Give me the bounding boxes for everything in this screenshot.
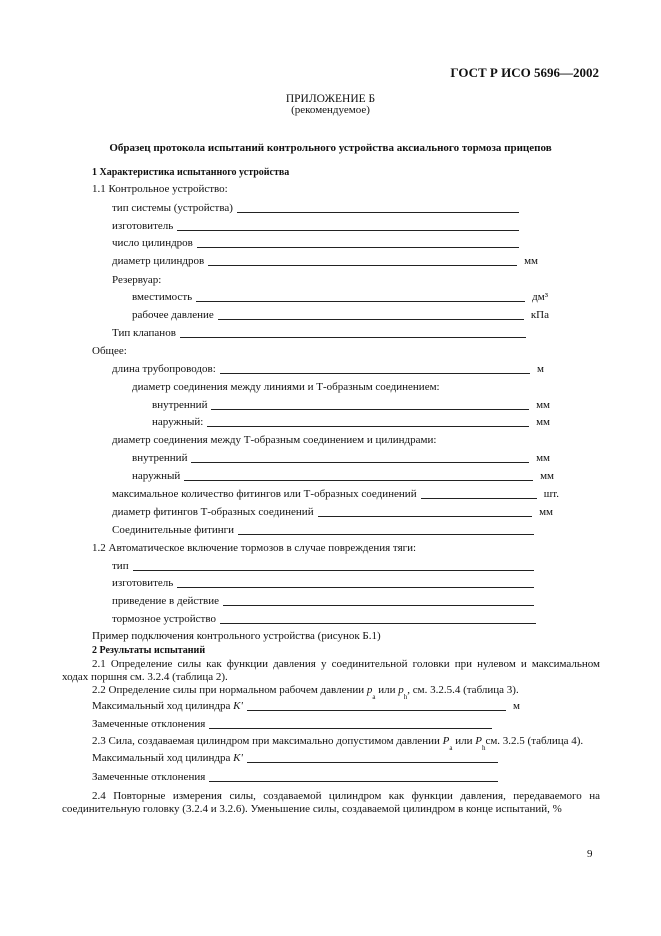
symbol: K' [233,700,243,712]
field-label: рабочее давление [132,309,214,321]
form-field-row[interactable] [112,237,523,250]
symbol: P [475,735,482,747]
form-label-row [92,183,228,196]
deviations-field-1[interactable] [92,718,496,731]
form-field-row[interactable] [112,613,540,626]
field-label: диаметр соединения между линиями и Т-образным соединением: [132,381,440,393]
blank-line[interactable] [177,229,519,231]
document-title: Образец протокола испытаний контрольного устройства аксиального тормоза прицепов [109,142,552,154]
field-label: наружный [132,470,181,482]
blank-line[interactable] [208,264,517,266]
blank-line[interactable] [133,569,534,571]
paragraph-2-3: 2.3 Сила, создаваемая цилиндром при максимально допустимом давлении P a или P h см. 3.2.5 (таблица 4). [92,735,584,752]
label: Замеченные отклонения [92,771,206,783]
field-label: тип системы (устройства) [112,202,233,214]
form-field-row[interactable] [112,202,523,215]
blank-line[interactable] [207,425,529,427]
page-number: 9 [587,848,593,860]
max-stroke-field-2[interactable] [92,752,502,765]
blank-line[interactable] [220,622,536,624]
field-label: Общее: [92,345,127,357]
field-label: вместимость [132,291,193,303]
blank-line[interactable] [191,461,529,463]
field-label: диаметр соединения между Т-образным соединением и цилиндрами: [112,434,437,446]
blank-line[interactable] [247,709,506,711]
form-field-row[interactable] [112,577,538,590]
blank-line[interactable] [209,780,498,782]
field-label: диаметр цилиндров [112,255,205,267]
unit-label: мм [539,506,553,518]
field-label: внутренний [132,452,188,464]
field-label: диаметр фитингов Т-образных соединений [112,506,314,518]
unit-label: шт. [543,488,559,500]
section1-heading: 1 Характеристика испытанного устройства [92,167,290,178]
paragraph-2-1: 2.1 Определение силы как функции давления у соединительной головки при нулевом и максимальном ходах поршня см. 3.2.4 (таблица 2). [62,658,600,683]
field-label: Соединительные фитинги [112,524,235,536]
blank-line[interactable] [184,479,533,481]
blank-line[interactable] [211,408,529,410]
blank-line[interactable] [177,586,534,588]
blank-line[interactable] [421,497,537,499]
text: 2.2 Определение силы при нормальном рабочем давлении [92,684,365,696]
field-label: приведение в действие [112,595,219,607]
field-label: тормозное устройство [112,613,216,625]
field-label: Резервуар: [112,274,162,286]
annex-status: (рекомендуемое) [291,104,370,116]
blank-line[interactable] [220,372,530,374]
label: Максимальный ход цилиндра [92,752,231,764]
text: см. 3.2.5 (таблица 4). [485,735,584,747]
form-label-row [112,274,161,287]
unit-label: мм [536,399,550,411]
text: или [452,735,476,747]
deviations-field-2[interactable] [92,771,502,784]
unit-label: мм [536,452,550,464]
field-label: 1.2 Автоматическое включение тормозов в случае повреждения тяги: [92,542,417,554]
form-label-row [132,381,440,394]
blank-line[interactable] [196,300,525,302]
blank-line[interactable] [180,336,526,338]
form-field-row[interactable] [112,220,523,233]
blank-line[interactable] [197,246,519,248]
form-field-row[interactable] [112,488,559,501]
unit-label: мм [524,255,538,267]
unit-label: кПа [530,309,549,321]
unit-label: мм [540,470,554,482]
annex-title: ПРИЛОЖЕНИЕ Б [285,93,376,105]
field-label: длина трубопроводов: [112,363,216,375]
unit-label: м [537,363,544,375]
form-field-row[interactable] [112,524,538,537]
field-label: наружный: [152,416,204,428]
form-field-row[interactable] [112,255,538,268]
unit-label: мм [536,416,550,428]
blank-line[interactable] [218,318,524,320]
text: или [375,684,399,696]
field-label: число цилиндров [112,237,193,249]
blank-line[interactable] [209,727,492,729]
label: Максимальный ход цилиндра [92,700,231,712]
form-field-row[interactable] [152,399,550,412]
form-label-row [92,542,416,555]
max-stroke-field-1[interactable] [92,700,520,713]
form-label-row [112,434,436,447]
form-field-row[interactable] [112,560,538,573]
blank-line[interactable] [238,533,534,535]
text: , см. 3.2.5.4 (таблица 3). [407,684,519,696]
field-label: Пример подключения контрольного устройства (рисунок Б.1) [92,630,381,642]
form-label-row [92,345,127,358]
label: Замеченные отклонения [92,718,206,730]
form-field-row[interactable] [132,470,554,483]
form-field-row[interactable] [132,309,549,322]
field-label: максимальное количество фитингов или Т-образных соединений [112,488,417,500]
blank-line[interactable] [247,761,498,763]
section2-heading: 2 Результаты испытаний [92,645,206,656]
text: 2.3 Сила, создаваемая цилиндром при максимально допустимом давлении [92,735,440,747]
form-label-row [92,630,381,643]
standard-code: ГОСТ Р ИСО 5696—2002 [450,65,599,80]
blank-line[interactable] [223,604,534,606]
form-field-row[interactable] [112,595,538,608]
field-label: внутренний [152,399,208,411]
form-field-row[interactable] [152,416,550,429]
unit: м [513,700,520,712]
blank-line[interactable] [318,515,533,517]
paragraph-2-2: 2.2 Определение силы при нормальном рабочем давлении p a или p h , см. 3.2.5.4 (таблица 3). [92,684,519,701]
field-label: изготовитель [112,220,174,232]
form-field-row[interactable] [112,363,544,376]
field-label: 1.1 Контрольное устройство: [92,183,228,195]
field-label: тип [112,560,129,572]
field-label: изготовитель [112,577,174,589]
paragraph-2-4: 2.4 Повторные измерения силы, создаваемой цилиндром как функции давления, передаваемого на соединительную головку (3.2.4 и 3.2.6). Уменьшение силы, создаваемой цилиндром в конце испытаний, % [62,790,600,815]
form-field-row[interactable] [132,291,548,304]
field-label: Тип клапанов [112,327,176,339]
symbol: K' [233,752,243,764]
symbol: P [442,735,450,747]
form-field-row[interactable] [132,452,550,465]
unit-label: дм³ [532,291,548,303]
form-field-row[interactable] [112,327,530,340]
blank-line[interactable] [237,211,519,213]
symbol: p [398,684,404,696]
form-field-row[interactable] [112,506,553,519]
symbol: p [366,684,373,696]
